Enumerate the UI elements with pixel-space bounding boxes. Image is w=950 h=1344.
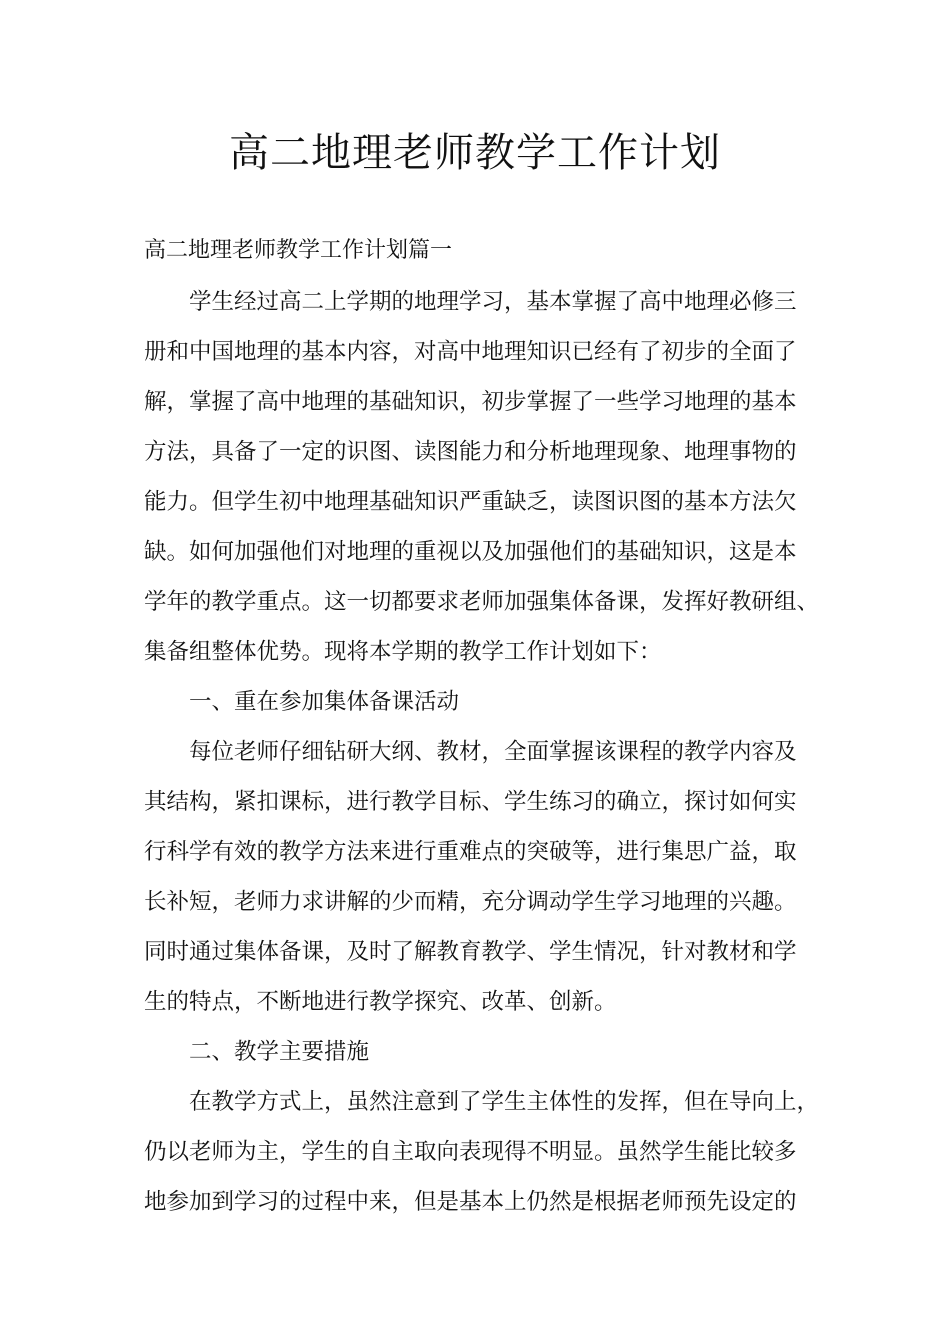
paragraph-line: 学生经过高二上学期的地理学习，基本掌握了高中地理必修三 (189, 289, 797, 315)
document-body (144, 287, 819, 1237)
paragraph-line: 在教学方式上，虽然注意到了学生主体性的发挥，但在导向上， (189, 1089, 820, 1115)
paragraph-line: 生的特点，不断地进行教学探究、改革、创新。 (144, 989, 617, 1015)
paragraph-line: 集备组整体优势。现将本学期的教学工作计划如下： (144, 639, 662, 665)
paragraph-line: 学年的教学重点。这一切都要求老师加强集体备课，发挥好教研组、 (144, 589, 820, 615)
paragraph-line: 缺。如何加强他们对地理的重视以及加强他们的基础知识，这是本 (144, 539, 797, 565)
paragraph-line: 册和中国地理的基本内容，对高中地理知识已经有了初步的全面了 (144, 339, 797, 365)
paragraph-line: 地参加到学习的过程中来，但是基本上仍然是根据老师预先设定的 (144, 1189, 797, 1215)
paragraph-line: 能力。但学生初中地理基础知识严重缺乏，读图识图的基本方法欠 (144, 489, 797, 515)
paragraph-line: 同时通过集体备课，及时了解教育教学、学生情况，针对教材和学 (144, 939, 797, 965)
paragraph-line: 方法，具备了一定的识图、读图能力和分析地理现象、地理事物的 (144, 439, 797, 465)
document-subtitle: 高二地理老师教学工作计划篇一 (144, 238, 453, 263)
paragraph-line: 行科学有效的教学方法来进行重难点的突破等，进行集思广益，取 (144, 839, 797, 865)
paragraph-line: 长补短，老师力求讲解的少而精，充分调动学生学习地理的兴趣。 (144, 889, 797, 915)
paragraph-line: 解，掌握了高中地理的基础知识，初步掌握了一些学习地理的基本 (144, 389, 797, 415)
section-heading: 一、重在参加集体备课活动 (189, 689, 460, 715)
paragraph-line: 仍以老师为主，学生的自主取向表现得不明显。虽然学生能比较多 (144, 1139, 797, 1165)
section-heading: 二、教学主要措施 (189, 1039, 370, 1065)
document-title: 高二地理老师教学工作计划 (229, 130, 721, 176)
paragraph-line: 其结构，紧扣课标，进行教学目标、学生练习的确立，探讨如何实 (144, 789, 797, 815)
paragraph-line: 每位老师仔细钻研大纲、教材，全面掌握该课程的教学内容及 (189, 739, 797, 765)
